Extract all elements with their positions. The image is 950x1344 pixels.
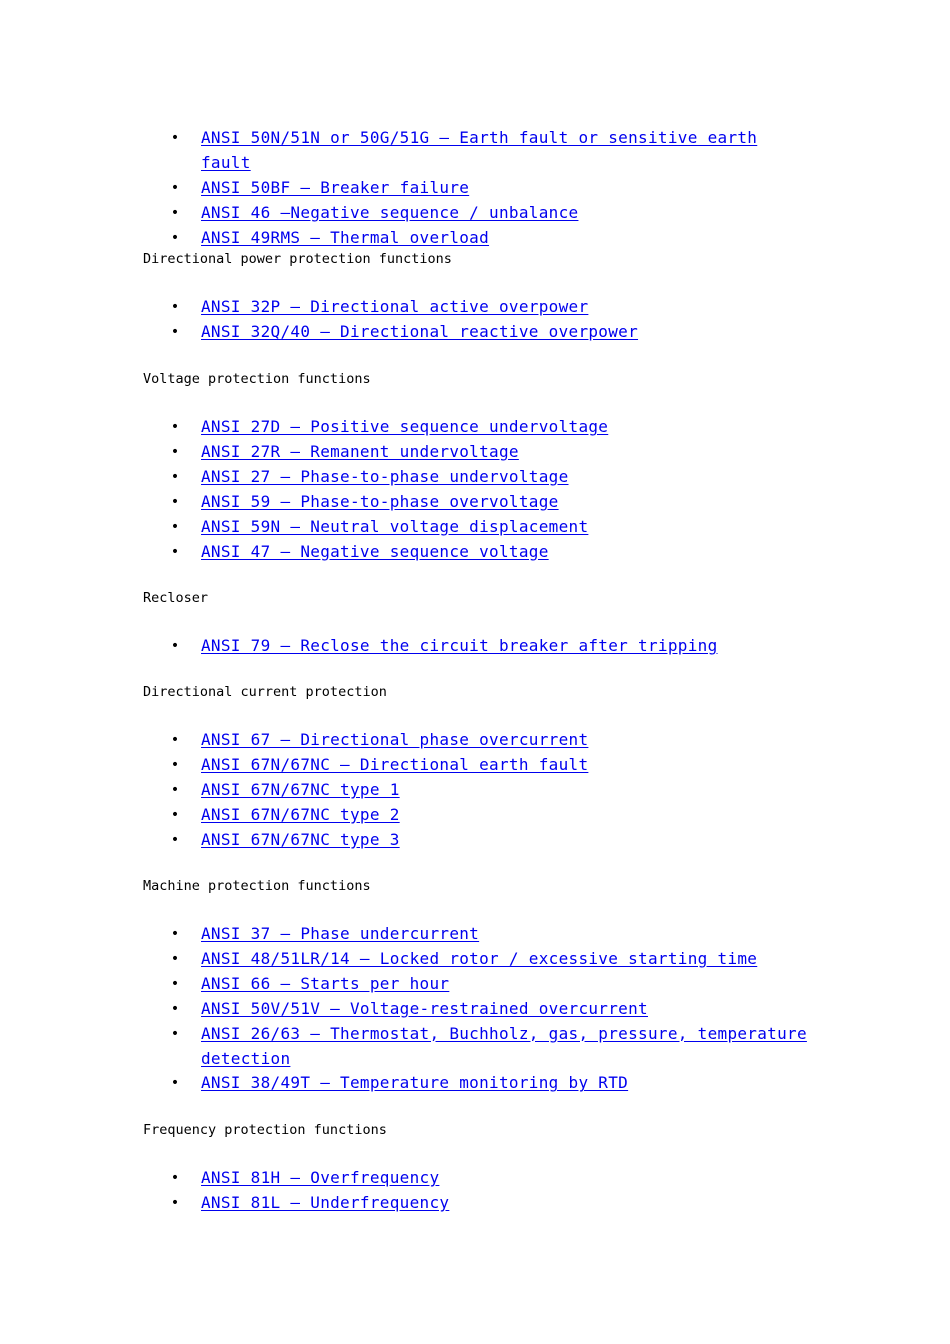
list-item bbox=[0, 828, 811, 853]
link-ansi-67n-67nc-type-2[interactable]: ANSI 67N/67NC type 2 bbox=[201, 804, 400, 824]
link-ansi-48-51lr-14[interactable]: ANSI 48/51LR/14 – Locked rotor / excessive starting time bbox=[201, 948, 758, 968]
heading-directional-power: Directional power protection functions bbox=[143, 251, 452, 267]
list-item bbox=[0, 778, 811, 803]
link-ansi-81l[interactable]: ANSI 81L – Underfrequency bbox=[201, 1192, 450, 1212]
bullet-icon: • bbox=[170, 1000, 180, 1017]
list-item bbox=[0, 972, 811, 997]
bullet-icon: • bbox=[170, 926, 180, 942]
list-item bbox=[0, 997, 811, 1022]
link-list bbox=[0, 634, 950, 659]
link-list bbox=[0, 728, 950, 853]
bullet-icon: • bbox=[170, 229, 180, 246]
list-item bbox=[0, 728, 811, 753]
link-list bbox=[0, 1166, 950, 1216]
bullet-icon: • bbox=[170, 543, 180, 560]
bullet-icon: • bbox=[170, 975, 180, 992]
link-ansi-47[interactable]: ANSI 47 – Negative sequence voltage bbox=[201, 541, 549, 561]
list-item bbox=[0, 803, 811, 828]
link-list bbox=[0, 126, 950, 251]
list-item bbox=[0, 922, 811, 947]
list-item bbox=[0, 201, 811, 226]
heading-frequency-protection: Frequency protection functions bbox=[143, 1122, 387, 1138]
link-ansi-32p[interactable]: ANSI 32P – Directional active overpower bbox=[201, 297, 589, 316]
link-ansi-59n[interactable]: ANSI 59N – Neutral voltage displacement bbox=[201, 516, 589, 536]
link-ansi-37[interactable]: ANSI 37 – Phase undercurrent bbox=[201, 924, 480, 943]
link-ansi-50v-51v[interactable]: ANSI 50V/51V – Voltage-restrained overcurrent bbox=[201, 998, 648, 1018]
section-voltage-protection bbox=[0, 415, 950, 564]
bullet-icon: • bbox=[170, 518, 180, 535]
bullet-icon: • bbox=[170, 299, 180, 315]
bullet-icon: • bbox=[170, 950, 180, 967]
section-directional-current bbox=[0, 728, 950, 853]
link-ansi-49rms[interactable]: ANSI 49RMS – Thermal overload bbox=[201, 227, 490, 247]
link-ansi-50bf[interactable]: ANSI 50BF – Breaker failure bbox=[201, 177, 470, 197]
section-frequency-protection bbox=[0, 1166, 950, 1216]
link-list bbox=[0, 922, 950, 1096]
link-ansi-27r[interactable]: ANSI 27R – Remanent undervoltage bbox=[201, 441, 519, 461]
bullet-icon: • bbox=[170, 831, 180, 848]
list-item bbox=[0, 1022, 811, 1072]
link-ansi-67n-67nc[interactable]: ANSI 67N/67NC – Directional earth fault bbox=[201, 754, 589, 774]
list-item bbox=[0, 126, 811, 176]
list-item bbox=[0, 753, 811, 778]
list-item bbox=[0, 634, 811, 659]
link-list bbox=[0, 415, 950, 564]
heading-recloser: Recloser bbox=[143, 590, 209, 606]
bullet-icon: • bbox=[170, 1075, 180, 1092]
section-recloser bbox=[0, 634, 950, 659]
list-item bbox=[0, 490, 811, 515]
bullet-icon: • bbox=[170, 806, 180, 823]
bullet-icon: • bbox=[170, 179, 180, 196]
link-ansi-67[interactable]: ANSI 67 – Directional phase overcurrent bbox=[201, 730, 589, 749]
list-item bbox=[0, 465, 811, 490]
list-item bbox=[0, 1191, 811, 1216]
heading-machine-protection: Machine protection functions bbox=[143, 878, 371, 894]
list-item bbox=[0, 226, 811, 251]
list-item bbox=[0, 320, 811, 345]
heading-directional-current: Directional current protection bbox=[143, 684, 387, 700]
bullet-icon: • bbox=[170, 323, 180, 340]
link-ansi-32q-40[interactable]: ANSI 32Q/40 – Directional reactive overpower bbox=[201, 321, 639, 341]
bullet-icon: • bbox=[170, 638, 180, 654]
list-item bbox=[0, 947, 811, 972]
bullet-icon: • bbox=[170, 493, 180, 510]
list-item bbox=[0, 176, 811, 201]
section-directional-power bbox=[0, 295, 950, 345]
bullet-icon: • bbox=[170, 732, 180, 748]
bullet-icon: • bbox=[170, 781, 180, 798]
list-item bbox=[0, 415, 811, 440]
link-ansi-46[interactable]: ANSI 46 –Negative sequence / unbalance bbox=[201, 202, 579, 222]
link-ansi-27[interactable]: ANSI 27 – Phase-to-phase undervoltage bbox=[201, 466, 569, 486]
bullet-icon: • bbox=[170, 419, 180, 435]
list-item bbox=[0, 1071, 811, 1096]
link-ansi-67n-67nc-type-3[interactable]: ANSI 67N/67NC type 3 bbox=[201, 829, 400, 849]
list-item bbox=[0, 1166, 811, 1191]
link-ansi-26-63[interactable]: ANSI 26/63 – Thermostat, Buchholz, gas, pressure, temperature detection bbox=[201, 1023, 807, 1068]
list-item bbox=[0, 295, 811, 320]
link-ansi-67n-67nc-type-1[interactable]: ANSI 67N/67NC type 1 bbox=[201, 779, 400, 799]
link-ansi-66[interactable]: ANSI 66 – Starts per hour bbox=[201, 973, 450, 993]
section-machine-protection bbox=[0, 922, 950, 1096]
bullet-icon: • bbox=[170, 1194, 180, 1211]
bullet-icon: • bbox=[170, 468, 180, 485]
link-ansi-27d[interactable]: ANSI 27D – Positive sequence undervoltage bbox=[201, 417, 609, 436]
link-ansi-38-49t[interactable]: ANSI 38/49T – Temperature monitoring by RTD bbox=[201, 1073, 629, 1093]
bullet-icon: • bbox=[170, 443, 180, 460]
bullet-icon: • bbox=[170, 756, 180, 773]
link-ansi-59[interactable]: ANSI 59 – Phase-to-phase overvoltage bbox=[201, 491, 559, 511]
link-ansi-79[interactable]: ANSI 79 – Reclose the circuit breaker after tripping bbox=[201, 636, 718, 655]
bullet-icon: • bbox=[170, 1170, 180, 1186]
list-item bbox=[0, 515, 811, 540]
bullet-icon: • bbox=[170, 130, 180, 146]
bullet-icon: • bbox=[170, 204, 180, 221]
list-item bbox=[0, 540, 811, 565]
list-item bbox=[0, 440, 811, 465]
link-ansi-50n-51n[interactable]: ANSI 50N/51N or 50G/51G – Earth fault or sensitive earth fault bbox=[201, 128, 758, 172]
bullet-icon: • bbox=[170, 1025, 180, 1042]
link-ansi-81h[interactable]: ANSI 81H – Overfrequency bbox=[201, 1168, 440, 1187]
heading-voltage-protection: Voltage protection functions bbox=[143, 371, 371, 387]
link-list bbox=[0, 295, 950, 345]
section-earth-fault bbox=[0, 126, 950, 251]
